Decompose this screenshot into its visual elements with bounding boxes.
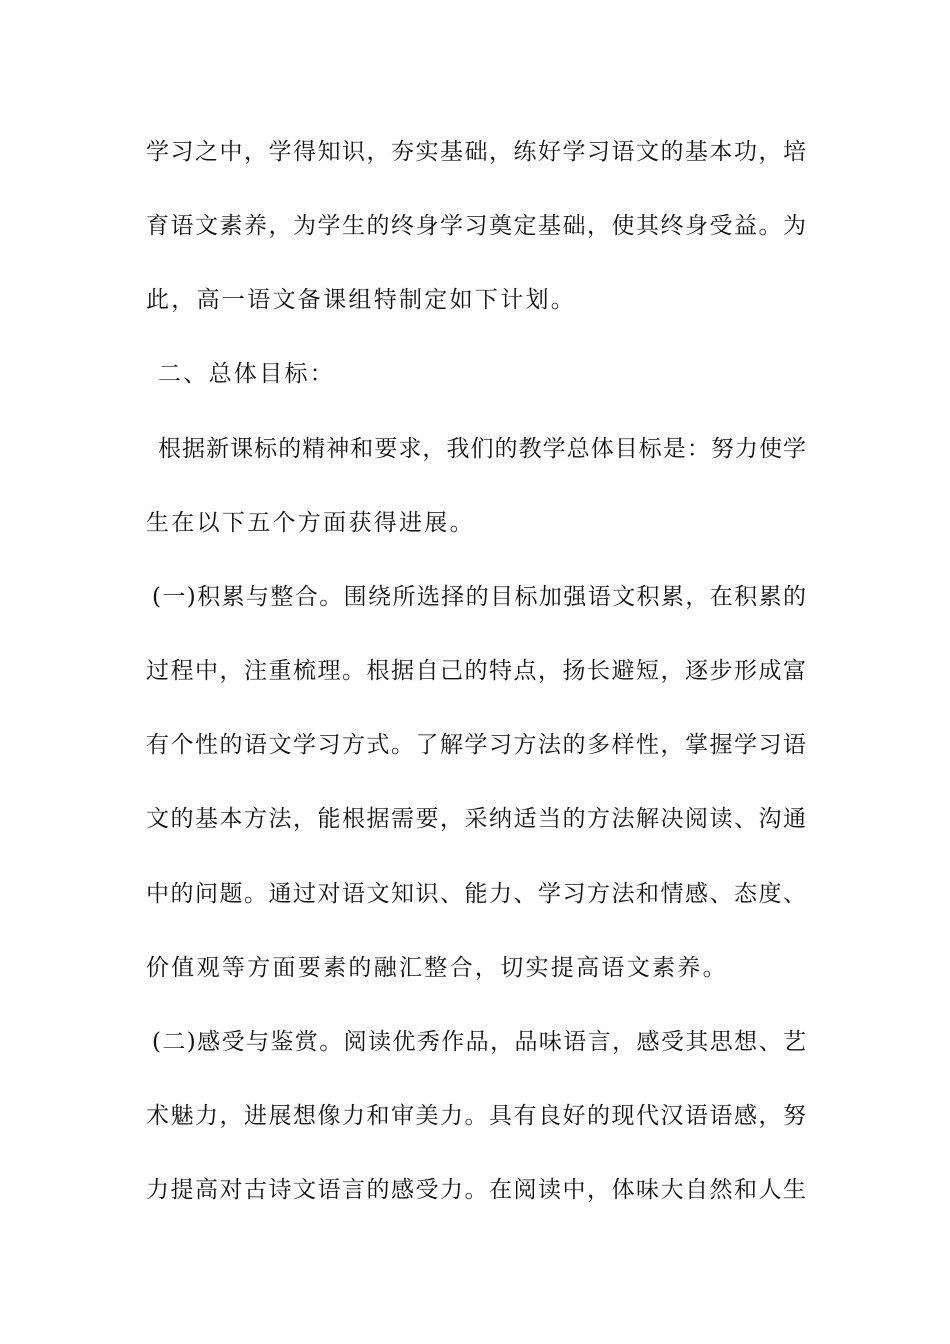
paragraph-line: 育语文素养，为学生的终身学习奠定基础，使其终身受益。为: [146, 213, 806, 239]
paragraph-line: 此，高一语文备课组特制定如下计划。: [146, 287, 577, 313]
paragraph-line: 力提高对古诗文语言的感受力。在阅读中，体味大自然和人生: [146, 1177, 806, 1203]
paragraph-line: 文的基本方法，能根据需要，采纳适当的方法解决阅读、沟通: [146, 806, 806, 832]
paragraph-line: 价值观等方面要素的融汇整合，切实提高语文素养。: [146, 955, 728, 981]
paragraph-line: 术魅力，进展想像力和审美力。具有良好的现代汉语语感，努: [146, 1103, 806, 1129]
paragraph-line: 有个性的语文学习方式。了解学习方法的多样性，掌握学习语: [146, 732, 806, 758]
paragraph-line: 中的问题。通过对语文知识、能力、学习方法和情感、态度、: [146, 881, 806, 907]
paragraph-line: 生在以下五个方面获得进展。: [146, 510, 475, 536]
paragraph-line: 学习之中，学得知识，夯实基础，练好学习语文的基本功，培: [146, 139, 806, 165]
paragraph-line: (二)感受与鉴赏。阅读优秀作品，品味语言，感受其思想、艺: [152, 1029, 806, 1055]
paragraph-line: (一)积累与整合。围绕所选择的目标加强语文积累，在积累的: [152, 584, 806, 610]
section-heading: 二、总体目标：: [158, 361, 336, 387]
paragraph-line: 过程中，注重梳理。根据自己的特点，扬长避短，逐步形成富: [146, 658, 806, 684]
paragraph-line: 根据新课标的精神和要求，我们的教学总体目标是：努力使学: [158, 436, 806, 462]
